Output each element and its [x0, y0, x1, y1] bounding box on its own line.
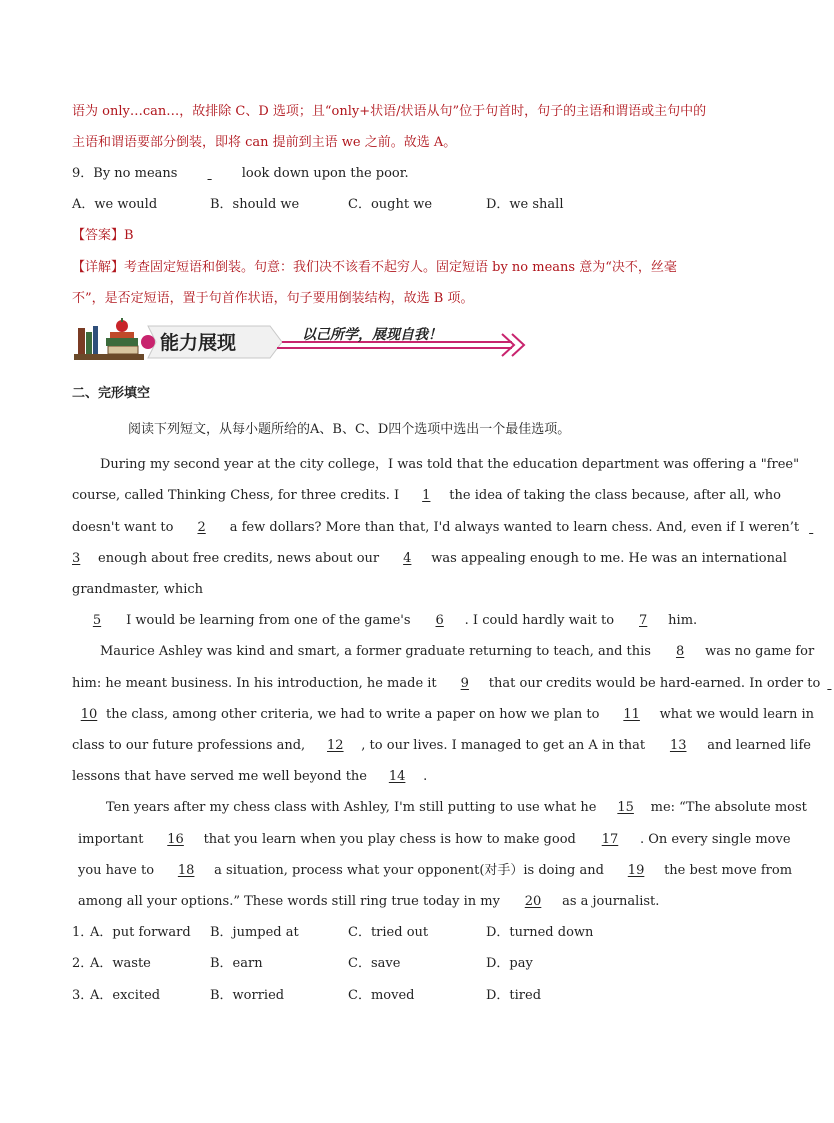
explanation-line-1: 语为 only…can…，故排除 C、D 选项；且“only+状语/状语从句”位于句首时，句子的主语和谓语或主句中的	[72, 104, 707, 119]
question-number: 3．	[72, 988, 94, 1003]
blank-6: 6	[435, 613, 444, 628]
question-number: 2．	[72, 956, 94, 971]
books-apple-icon	[74, 318, 144, 360]
question-1-option-a: A．put forward	[90, 925, 191, 940]
question-1-option-c: C．tried out	[348, 925, 429, 940]
question-3-option-a: A．excited	[90, 988, 161, 1003]
passage-line: 3 enough about free credits, news about our 4 was appealing enough to me. He was an international	[72, 549, 787, 569]
blank-14: 14	[388, 769, 406, 784]
blank-20: 20	[524, 894, 542, 909]
blank-7: 7	[639, 613, 648, 628]
blank-4: 4	[403, 551, 412, 566]
passage-line: 5 I would be learning from one of the game's 6 . I could hardly wait to 7 him.	[72, 611, 697, 631]
q9-blank	[182, 164, 238, 184]
passage-line: grandmaster, which	[72, 582, 204, 597]
passage-line: him: he meant business. In his introduction, he made it 9 that our credits would be hard-earned. In order to	[72, 674, 834, 694]
question-2-option-a: A．waste	[90, 956, 151, 971]
q9-option-a: A．we would	[72, 197, 158, 212]
question-2-option-d: D．pay	[486, 956, 533, 971]
blank-16: 16	[167, 832, 184, 847]
blank-17: 17	[601, 832, 619, 847]
question-3-option-d: D．tired	[486, 988, 542, 1003]
ability-banner	[72, 318, 532, 366]
blank-10: 10	[80, 707, 98, 722]
q9-stem-before: 9．By no means	[72, 166, 182, 181]
question-number: 1．	[72, 925, 94, 940]
question-3-option-c: C．moved	[348, 988, 415, 1003]
q9-option-d: D．we shall	[486, 197, 564, 212]
blank-3: 3	[72, 551, 81, 566]
blank-18: 18	[177, 863, 195, 878]
passage-line: class to our future professions and, 12 , to our lives. I managed to get an A in that 13 and learned life	[72, 736, 811, 756]
q9-stem-after: look down upon the poor.	[237, 166, 409, 181]
passage-line: During my second year at the city college，I was told that the education department was offering a "free"	[100, 457, 800, 472]
passage-line: Maurice Ashley was kind and smart, a former graduate returning to teach, and this 8 was no game for	[100, 642, 814, 662]
blank-11: 11	[623, 707, 640, 722]
blank-19: 19	[627, 863, 645, 878]
passage-line: you have to 18 a situation, process what your opponent(对手）is doing and 19 the best move from	[78, 861, 792, 881]
blank-13: 13	[669, 738, 687, 753]
blank-15: 15	[617, 800, 634, 815]
banner-slogan: 以己所学，展现自我！	[302, 327, 442, 343]
question-1-option-d: D．turned down	[486, 925, 594, 940]
section-instruction: 阅读下列短文，从每小题所给的A、B、C、D四个选项中选出一个最佳选项。	[128, 422, 571, 437]
passage-line: course, called Thinking Chess, for three credits. I 1 the idea of taking the class because, after all, who	[72, 486, 781, 506]
blank-2: 2	[197, 520, 206, 535]
q9-answer: 【答案】B	[72, 228, 134, 243]
passage-line: among all your options.” These words still ring true today in my 20 as a journalist.	[78, 892, 659, 912]
blank-1: 1	[422, 488, 431, 503]
passage-line: important 16 that you learn when you play chess is how to make good 17 . On every single move	[78, 830, 791, 850]
question-2-option-b: B．earn	[210, 956, 263, 971]
passage-line: Ten years after my chess class with Ashley, I'm still putting to use what he 15 me: “The absolute most	[106, 798, 807, 818]
q9-option-c: C．ought we	[348, 197, 433, 212]
question-3-option-b: B．worried	[210, 988, 285, 1003]
blank-5: 5	[92, 613, 102, 628]
q9-option-b: B．should we	[210, 197, 300, 212]
explanation-line-2: 主语和谓语要部分倒装，即将 can 提前到主语 we 之前。故选 A。	[72, 135, 457, 150]
blank-9: 9	[460, 676, 469, 691]
q9-detail-line-1: 【详解】考查固定短语和倒装。句意：我们决不该看不起穷人。固定短语 by no means 意为“决不，丝毫	[72, 260, 677, 275]
question-1-option-b: B．jumped at	[210, 925, 299, 940]
q9-detail-line-2: 不”，是否定短语，置于句首作状语，句子要用倒装结构，故选 B 项。	[72, 291, 474, 306]
passage-line: 10 the class, among other criteria, we had to write a paper on how we plan to 11 what we would learn in	[72, 705, 814, 725]
section-title: 二、完形填空	[72, 386, 151, 401]
blank-8: 8	[675, 644, 685, 659]
question-9-stem	[72, 164, 409, 184]
blank-12: 12	[327, 738, 344, 753]
banner-title: 能力展现	[160, 332, 237, 354]
passage-line: doesn't want to 2 a few dollars? More than that, I'd always wanted to learn chess. And, even if I weren’t	[72, 518, 819, 538]
passage-line: lessons that have served me well beyond the 14 .	[72, 767, 427, 787]
question-2-option-c: C．save	[348, 956, 401, 971]
